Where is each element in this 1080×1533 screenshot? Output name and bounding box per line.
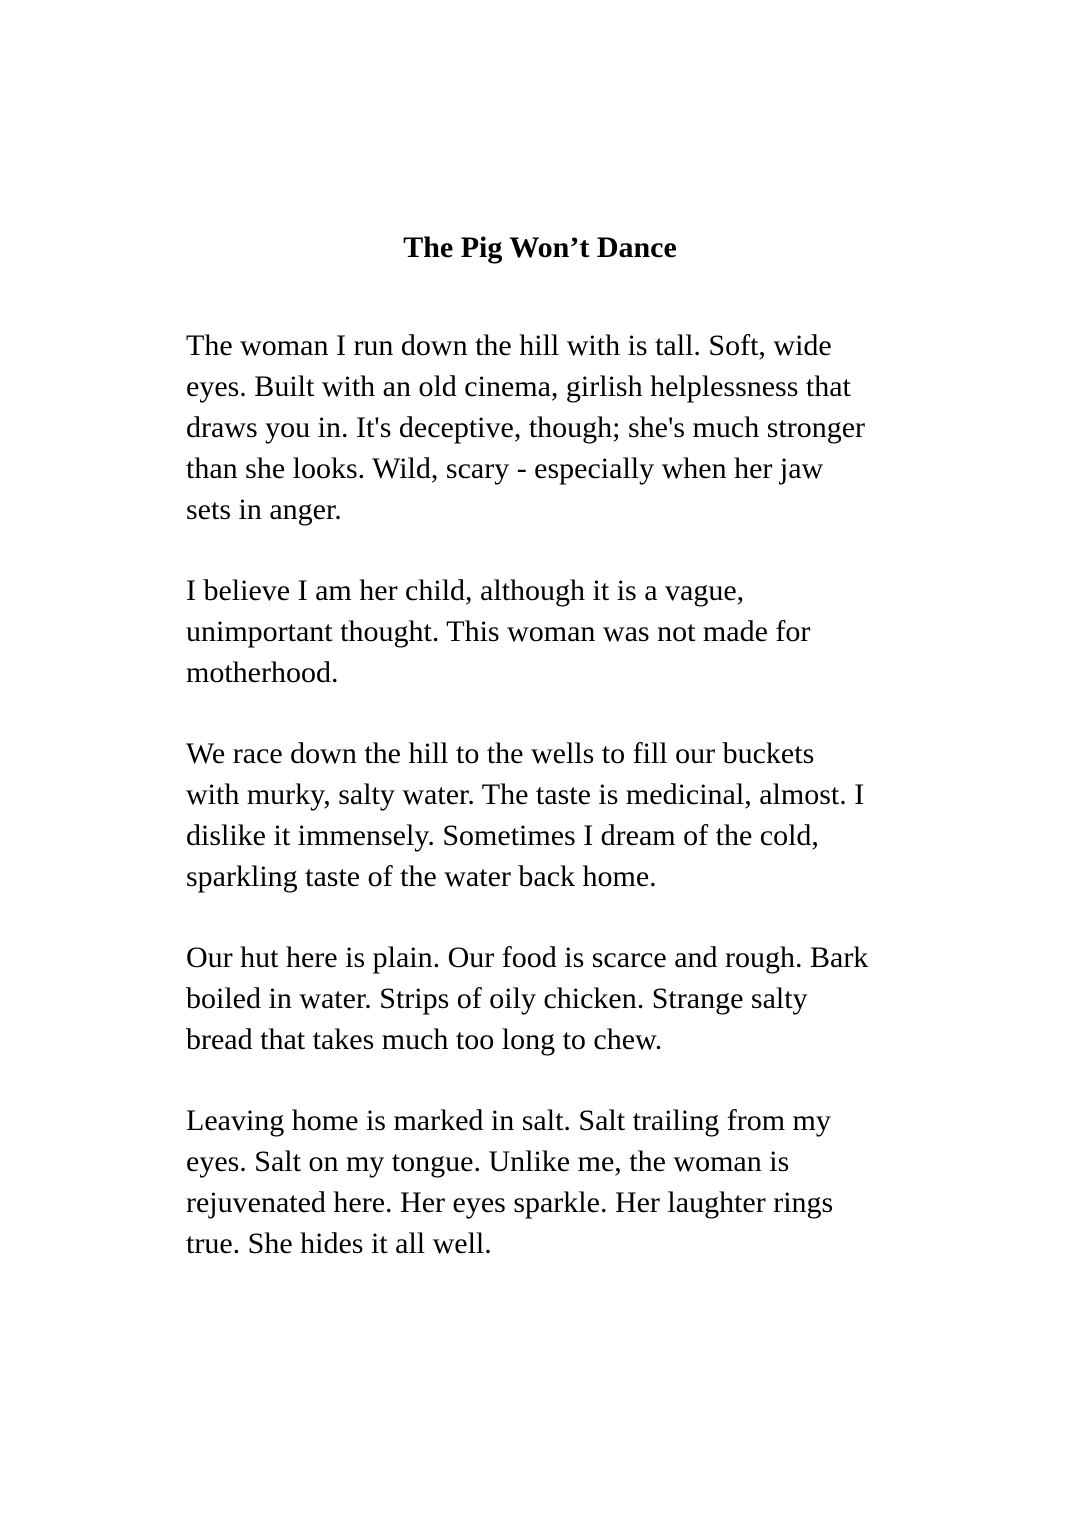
text-line: bread that takes much too long to chew. xyxy=(186,1023,663,1056)
text-line: boiled in water. Strips of oily chicken. Strange salty xyxy=(186,982,808,1015)
document-body xyxy=(186,325,906,1304)
text-line: The woman I run down the hill with is tall. Soft, wide xyxy=(186,329,832,362)
paragraph-3 xyxy=(186,733,906,897)
text-line: motherhood. xyxy=(186,656,339,689)
text-line: sparkling taste of the water back home. xyxy=(186,860,657,893)
text-line: with murky, salty water. The taste is medicinal, almost. I xyxy=(186,778,865,811)
text-line: rejuvenated here. Her eyes sparkle. Her laughter rings xyxy=(186,1186,834,1219)
paragraph-1 xyxy=(186,325,906,530)
text-line: true. She hides it all well. xyxy=(186,1227,492,1260)
text-line: eyes. Built with an old cinema, girlish helplessness that xyxy=(186,370,851,403)
paragraph-5 xyxy=(186,1100,906,1264)
paragraph-2 xyxy=(186,570,906,693)
text-line: sets in anger. xyxy=(186,493,342,526)
text-line: Leaving home is marked in salt. Salt trailing from my xyxy=(186,1104,831,1137)
text-line: unimportant thought. This woman was not made for xyxy=(186,615,811,648)
text-line: I believe I am her child, although it is a vague, xyxy=(186,574,745,607)
document-title: The Pig Won’t Dance xyxy=(403,231,677,264)
text-line: eyes. Salt on my tongue. Unlike me, the woman is xyxy=(186,1145,790,1178)
paragraph-4 xyxy=(186,937,906,1060)
text-line: We race down the hill to the wells to fill our buckets xyxy=(186,737,815,770)
text-line: Our hut here is plain. Our food is scarce and rough. Bark xyxy=(186,941,869,974)
text-line: dislike it immensely. Sometimes I dream of the cold, xyxy=(186,819,819,852)
text-line: draws you in. It's deceptive, though; she's much stronger xyxy=(186,411,866,444)
text-line: than she looks. Wild, scary - especially when her jaw xyxy=(186,452,824,485)
